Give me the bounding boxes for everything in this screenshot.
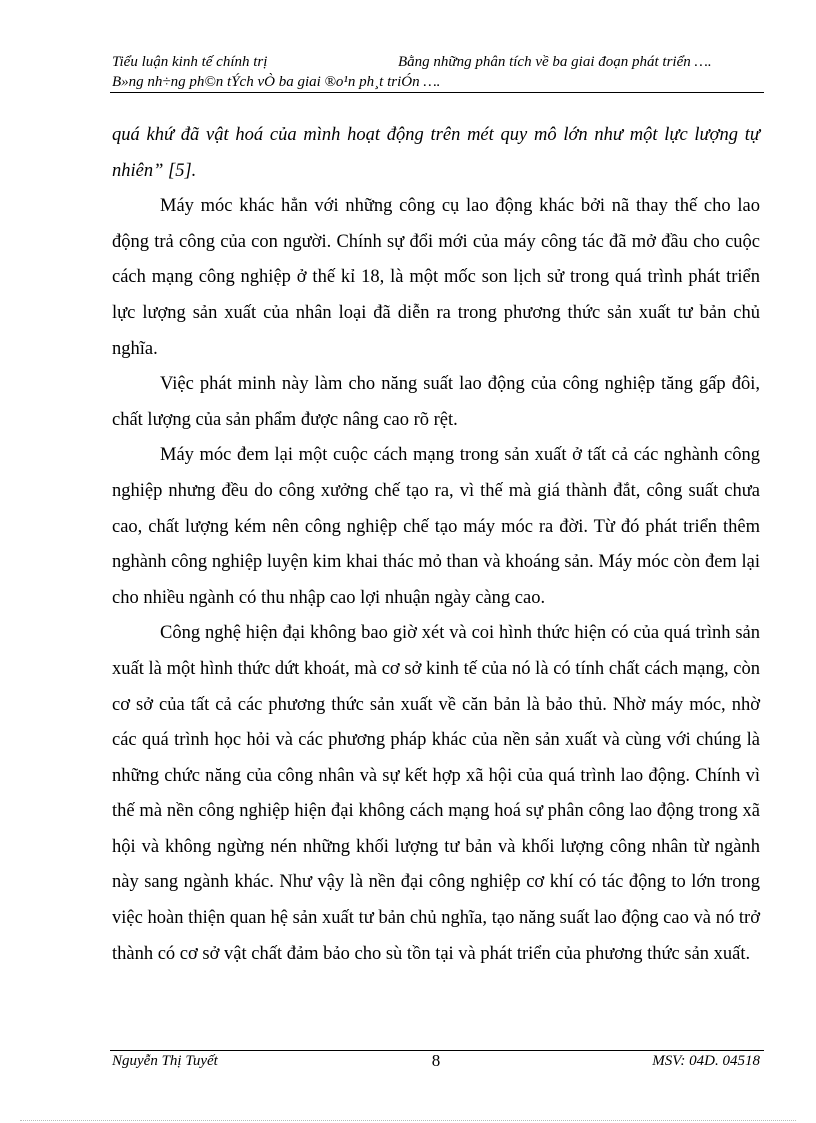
header-rule [110,92,764,93]
header-course-title: Tiểu luận kinh tế chính trị [112,54,268,70]
footer-author: Nguyễn Thị Tuyết [112,1053,218,1069]
paragraph-modern-technology: Công nghệ hiện đại không bao giờ xét và coi hình thức hiện có của quá trình sản xuất là một hình thức dứt khoát, mà cơ sở kinh tế của nó là có tính chất cách mạng, còn cơ sở của tất cả các phương thức sản xuất về căn bản là bảo thủ. Nhờ máy móc, nhờ các quá trình học hỏi và các phương pháp khác của nền sản xuất và cùng với chúng là những chức năng của công nhân và sự kết hợp xã hội của quá trình lao động. Chính vì thế mà nền công nghiệp hiện đại không cách mạng hoá sự phân công lao động trong xã hội và không ngừng nén những khối lượng tư bản và khối lượng công nhân từ ngành này sang ngành khác. Như vậy là nền đại công nghiệp cơ khí có tác động to lớn trong việc hoàn thiện quan hệ sản xuất tư bản chủ nghĩa, tạo năng suất lao động cao và nó trở thành có cơ sở vật chất đảm bảo cho sù tồn tại và phát triển của phương thức sản xuất. [112,623,760,964]
document-body [112,118,760,972]
paragraph-revolution: Máy móc đem lại một cuộc cách mạng trong sản xuất ở tất cả các nghành công nghiệp nhưng đều do công xưởng chế tạo ra, vì thế mà giá thành đắt, công suất chưa cao, chất lượng kém nên công nghiệp chế tạo máy móc ra đời. Từ đó phát triển thêm nghành công nghiệp luyện kim khai thác mỏ than và khoáng sản. Máy móc còn đem lại cho nhiều ngành có thu nhập cao lợi nhuận ngày càng cao. [112,445,760,608]
page-number: 8 [431,1051,441,1070]
page-header [112,52,764,92]
header-document-title: Bằng những phân tích về ba giai đoạn phát triển …. [398,54,712,70]
paragraph-machines: Máy móc khác hẳn với những công cụ lao động khác bởi nã thay thế cho lao động trả công của con người. Chính sự đổi mới của máy công tác đã mở đầu cho cuộc cách mạng công nghiệp ở thế kỉ 18, là một mốc son lịch sử trong quá trình phát triển lực lượng sản xuất của nhân loại đã diễn ra trong phương thức sản xuất tư bản chủ nghĩa. [112,196,760,359]
header-garbled-title: B»ng nh÷ng ph©n tÝch vÒ ba giai ®o¹n ph¸t triÓn …. [112,74,441,90]
paragraph-invention: Việc phát minh này làm cho năng suất lao động của công nghiệp tăng gấp đôi, chất lượng của sản phẩm được nâng cao rõ rệt. [112,374,760,430]
paragraph-continuation: quá khứ đã vật hoá của mình hoạt động trên mét quy mô lớn như một lực lượng tự nhiên” [5]. [112,125,760,181]
page-footer [112,1053,760,1075]
page-bottom-divider [20,1120,796,1121]
footer-student-id: MSV: 04D. 04518 [652,1053,760,1069]
